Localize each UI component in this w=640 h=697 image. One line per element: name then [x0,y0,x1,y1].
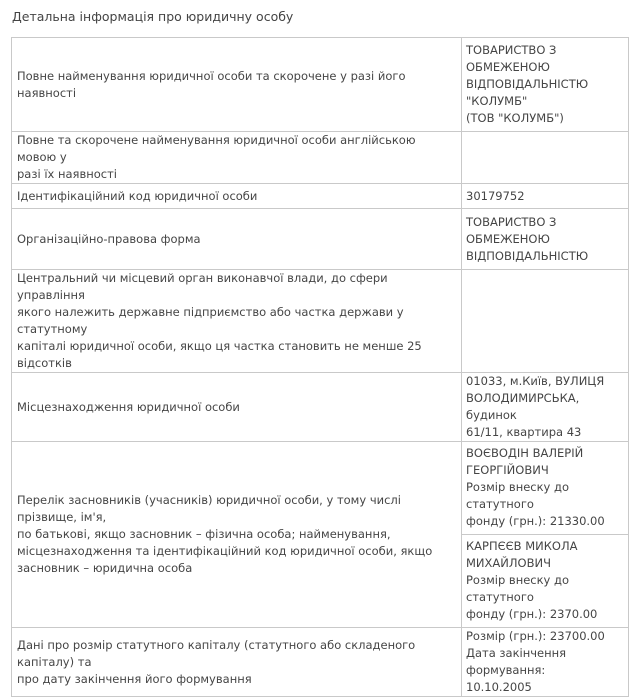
table-row [12,209,629,270]
row-label-legal-form: Організаційно-правова форма [12,209,462,270]
table-row [12,628,629,697]
row-value-location [462,373,629,442]
founder-contribution: фонду (грн.): 21330.00 [466,514,605,528]
table-row [12,270,629,373]
value-line: Розмір (грн.): 23700.00 [466,629,605,643]
founder-name: ВОЄВОДІН ВАЛЕРІЙ [466,446,584,460]
value-line: ТОВАРИСТВО З [466,43,557,57]
value-line: (ТОВ "КОЛУМБ") [466,111,564,125]
row-label-id-code: Ідентифікаційний код юридичної особи [12,184,462,209]
label-line: капіталі юридичної особи, якщо ця частка становить не менше 25 відсотків [17,339,422,370]
value-line: ВІДПОВІДАЛЬНІСТЮ [466,248,589,263]
founder-item [462,442,628,534]
label-line: разі їх наявності [17,167,118,181]
row-label-founders [12,442,462,628]
value-line: ОБМЕЖЕНОЮ [466,60,550,74]
label-line: якого належить державне підприємство або частка держави у статутному [17,305,404,336]
founder-item [462,534,628,627]
row-value-government-body [462,270,629,373]
row-label-government-body [12,270,462,373]
value-line: 61/11, квартира 43 [466,425,582,439]
label-line: по батькові, якщо засновник – фізична особа; найменування, [17,527,391,541]
table-row [12,38,629,132]
value-line: 10.10.2005 [466,680,532,694]
row-value-capital [462,628,629,697]
row-label-location: Місцезнаходження юридичної особи [12,373,462,442]
value-line: ВІДПОВІДАЛЬНІСТЮ [466,77,589,91]
row-label-full-name: Повне найменування юридичної особи та скорочене у разі його наявності [12,38,462,132]
table-row [12,442,629,628]
label-line: засновник – юридична особа [17,561,193,575]
label-line: Повне та скорочене найменування юридичної особи англійською мовою у [17,133,416,164]
label-line: місцезнаходження та ідентифікаційний код юридичної особи, якщо [17,544,433,558]
table-row [12,373,629,442]
row-value-founders [462,442,629,628]
value-line: ТОВАРИСТВО З [466,214,557,229]
label-line: Перелік засновників (учасників) юридичної особи, у тому числі прізвище, ім'я, [17,493,401,524]
value-line: 01033, м.Київ, ВУЛИЦЯ [466,374,605,388]
row-label-english-name [12,132,462,184]
value-line: ВОЛОДИМИРСЬКА, будинок [466,391,580,422]
legal-entity-info-table [11,37,629,697]
label-line: Центральний чи місцевий орган виконавчої влади, до сфери управління [17,271,388,302]
row-label-capital [12,628,462,697]
founder-name: КАРПЄЄВ МИКОЛА [466,539,578,553]
founder-name: ГЕОРГІЙОВИЧ [466,463,549,477]
row-value-id-code: 30179752 [462,184,629,209]
row-value-english-name [462,132,629,184]
table-row [12,184,629,209]
founder-name: МИХАЙЛОВИЧ [466,556,551,570]
value-line: "КОЛУМБ" [466,94,528,108]
value-line: ОБМЕЖЕНОЮ [466,231,550,246]
row-value-full-name [462,38,629,132]
founder-contribution: Розмір внеску до статутного [466,573,570,604]
label-line: Дані про розмір статутного капіталу (статутного або складеного капіталу) та [17,637,416,669]
page-title: Детальна інформація про юридичну особу [12,9,294,24]
founder-contribution: фонду (грн.): 2370.00 [466,607,598,621]
row-value-legal-form [462,209,629,270]
founder-contribution: Розмір внеску до статутного [466,480,570,511]
value-line: Дата закінчення формування: [466,646,567,677]
table-row [12,132,629,184]
label-line: про дату закінчення його формування [17,671,252,686]
